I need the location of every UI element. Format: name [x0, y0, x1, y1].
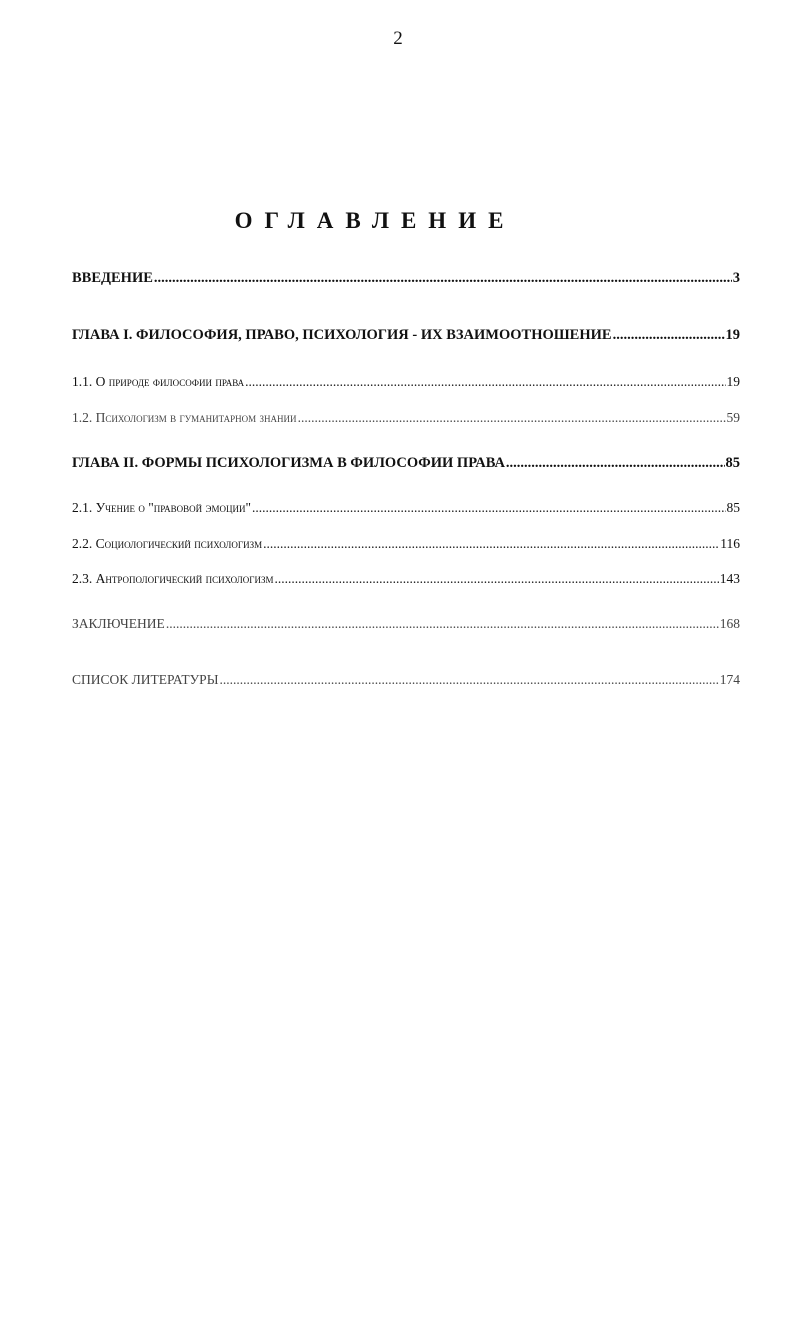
- toc-label: 2.3. Антропологический психологизм: [72, 571, 274, 586]
- toc-entry-section-1-1[interactable]: [72, 374, 740, 390]
- toc-entry-chapter-2[interactable]: [72, 455, 740, 472]
- dot-leader: [166, 616, 719, 632]
- toc-page: 174: [719, 672, 740, 687]
- dot-leader: [252, 500, 726, 516]
- toc-label: ЗАКЛЮЧЕНИЕ: [72, 616, 165, 631]
- toc-entry-bibliography[interactable]: [72, 672, 740, 688]
- toc-page: 3: [732, 270, 740, 286]
- dot-leader: [298, 410, 726, 426]
- toc-entry-section-2-1[interactable]: [72, 500, 740, 516]
- toc-page: 85: [725, 455, 740, 471]
- dot-leader: [274, 571, 718, 587]
- toc-label: 2.2. Социологический психологизм: [72, 536, 263, 551]
- dot-leader: [263, 536, 719, 552]
- toc-entry-chapter-1[interactable]: [72, 327, 740, 344]
- toc-entry-introduction[interactable]: [72, 270, 740, 287]
- dot-leader: [245, 374, 725, 390]
- dot-leader: [506, 455, 725, 472]
- toc-page: 116: [720, 536, 740, 551]
- toc-page: 143: [719, 571, 740, 586]
- toc-label: СПИСОК ЛИТЕРАТУРЫ: [72, 672, 219, 687]
- toc-page: 85: [726, 500, 740, 515]
- toc-entry-section-2-3[interactable]: [72, 571, 740, 587]
- toc-label: 1.1. О природе философии права: [72, 374, 245, 389]
- toc-label: ГЛАВА II. ФОРМЫ ПСИХОЛОГИЗМА В ФИЛОСОФИИ ПРАВА: [72, 455, 505, 471]
- toc-label: 2.1. Учение о "правовой эмоции": [72, 500, 251, 515]
- dot-leader: [154, 270, 732, 287]
- toc-page: 168: [719, 616, 740, 631]
- toc-label: ГЛАВА I. ФИЛОСОФИЯ, ПРАВО, ПСИХОЛОГИЯ - ИХ ВЗАИМООТНОШЕНИЕ: [72, 327, 612, 343]
- page-title: ОГЛАВЛЕНИЕ: [234, 208, 516, 233]
- toc-entry-conclusion[interactable]: [72, 616, 740, 632]
- toc-page: 19: [725, 327, 740, 343]
- toc-page: 19: [726, 374, 740, 389]
- toc-label: ВВЕДЕНИЕ: [72, 270, 153, 286]
- dot-leader: [219, 672, 718, 688]
- dot-leader: [613, 327, 725, 344]
- toc-entry-section-2-2[interactable]: [72, 536, 740, 552]
- toc-page: 59: [726, 410, 740, 425]
- page-number: 2: [393, 28, 403, 49]
- toc-entry-section-1-2[interactable]: [72, 410, 740, 426]
- toc-label: 1.2. Психологизм в гуманитарном знании: [72, 410, 297, 425]
